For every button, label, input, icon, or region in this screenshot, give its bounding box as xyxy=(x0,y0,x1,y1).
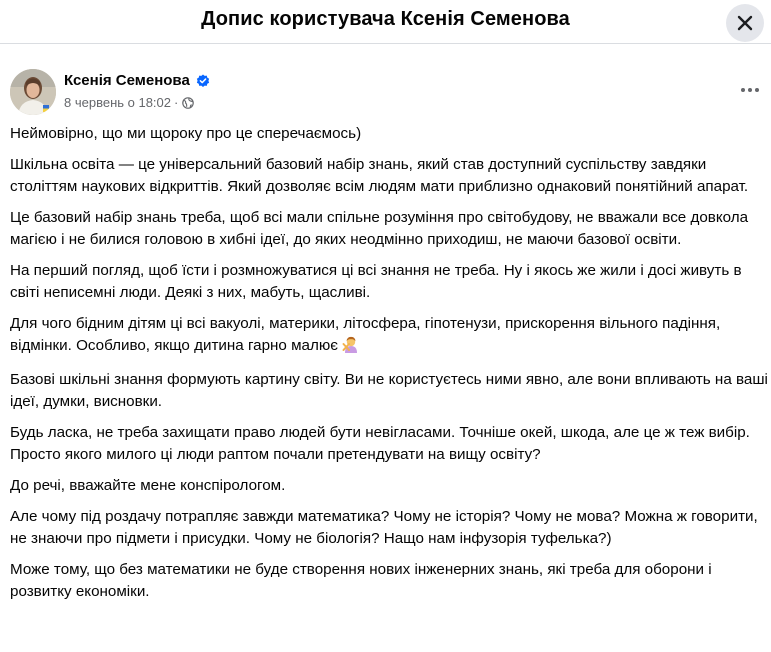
avatar[interactable] xyxy=(10,69,56,115)
post-meta xyxy=(64,95,194,110)
close-icon xyxy=(736,14,754,32)
verified-badge-icon xyxy=(196,74,210,88)
author-name[interactable]: Ксенія Семенова xyxy=(64,72,190,89)
more-options-icon xyxy=(740,87,760,93)
post-paragraph-6: Базові шкільні знання формують картину світу. Ви не користуєтесь ними явно, але вони впливають на ваші ідеї, думки, висновки. xyxy=(10,371,768,410)
post-paragraph-7: Будь ласка, не треба захищати право людей бути невігласами. Точніше окей, шкода, але це ж теж вибір. Просто якого милого ці люди раптом почали претендувати на вищу освіту? xyxy=(10,424,750,463)
post-paragraph-4: На перший погляд, щоб їсти і розмножуватися ці всі знання не треба. Ну і якось же жили і досі живуть в світі неписемні люди. Деякі з них, мабуть, щасливі. xyxy=(10,262,742,301)
more-options-button[interactable] xyxy=(732,78,768,102)
author-line xyxy=(64,72,210,89)
post-timestamp[interactable]: 8 червень о 18:02 xyxy=(64,95,172,110)
post-paragraph-1: Неймовірно, що ми щороку про це сперечаємось) xyxy=(10,125,362,142)
close-button[interactable] xyxy=(726,4,764,42)
post-paragraph-5-text: Для чого бідним дітям ці всі вакуолі, материки, літосфера, гіпотенузи, прискорення вільного падіння, відмінки. Особливо, якщо дитина гарно малює xyxy=(10,315,721,354)
post-header xyxy=(0,60,771,120)
post-paragraph-5 xyxy=(10,313,771,360)
post-paragraph-10: Може тому, що без математики не буде створення нових інженерних знань, які треба для оборони і розвитку економіки. xyxy=(10,561,712,600)
meta-separator: · xyxy=(174,95,179,110)
globe-icon[interactable] xyxy=(182,97,194,109)
person-gesturing-no-emoji xyxy=(342,335,360,360)
dialog-title: Допис користувача Ксенія Семенова xyxy=(201,8,570,30)
post-paragraph-3: Це базовий набір знань треба, щоб всі мали спільне розуміння про світобудову, не вважали все довкола магією і не билися головою в хибні ідеї, до яких неодмінно приходиш, не маючи базової освіти. xyxy=(10,209,749,248)
post-paragraph-9: Але чому під роздачу потрапляє завжди математика? Чому не історія? Чому не мова? Можна ж говорити, не знаючи про підмети і присудки. Чому не біологія? Нащо нам інфузорія туфелька?) xyxy=(10,508,758,547)
post-paragraph-8: До речі, вважайте мене конспірологом. xyxy=(10,477,286,494)
post-paragraph-2: Шкільна освіта — це універсальний базовий набір знань, який став доступний суспільству завдяки століттям наукових відкриттів. Який дозволяє всім людям мати приблизно однаковий понятійний апарат. xyxy=(10,156,749,195)
dialog-header xyxy=(0,0,771,44)
post-text xyxy=(10,123,771,612)
